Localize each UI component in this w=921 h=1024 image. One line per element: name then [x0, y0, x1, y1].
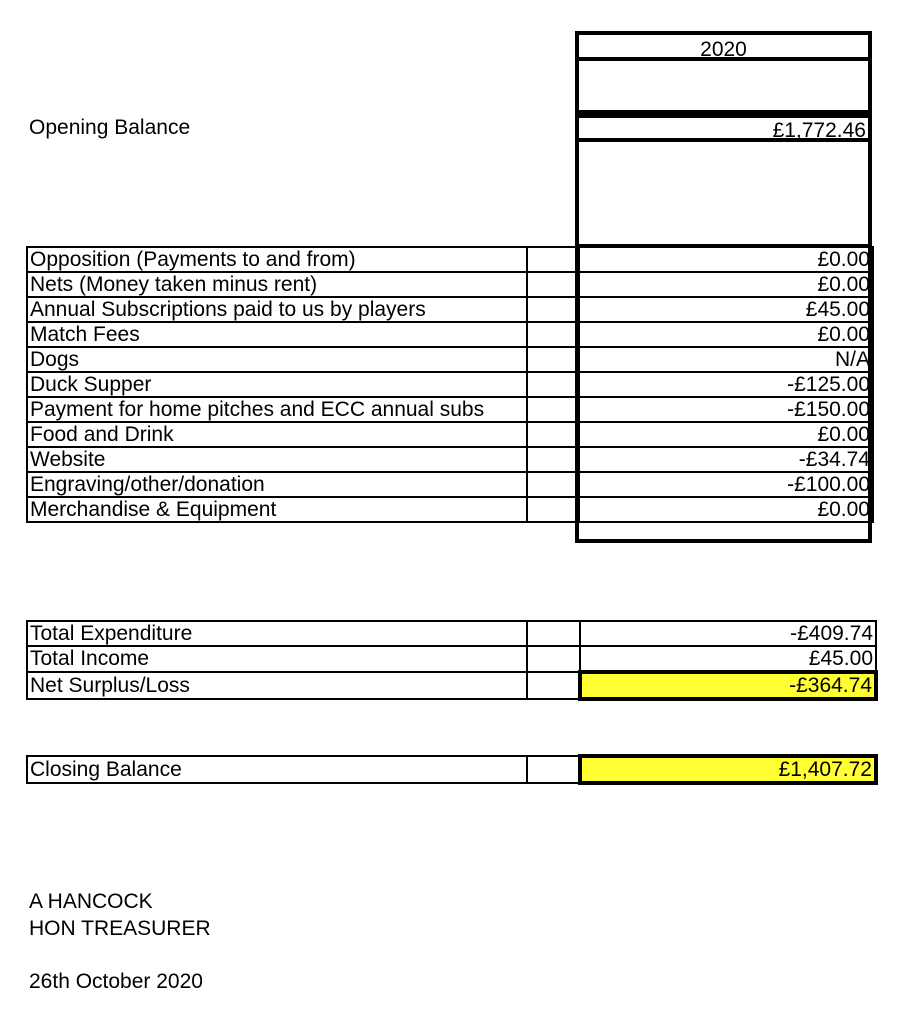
item-value: -£150.00	[579, 397, 873, 422]
item-label: Opposition (Payments to and from)	[27, 247, 527, 272]
item-label: Dogs	[27, 347, 527, 372]
total-label: Net Surplus/Loss	[27, 672, 527, 699]
opening-balance-label: Opening Balance	[29, 116, 191, 139]
blank-cell	[527, 756, 580, 783]
item-value: £0.00	[579, 422, 873, 447]
report-date: 26th October 2020	[29, 970, 203, 993]
closing-row	[27, 756, 876, 783]
year-label: 2020	[700, 38, 747, 61]
table-row	[27, 646, 876, 672]
item-value: £0.00	[579, 247, 873, 272]
blank-cell	[527, 372, 579, 397]
totals-table	[26, 620, 878, 701]
table-row	[27, 621, 876, 646]
item-label: Nets (Money taken minus rent)	[27, 272, 527, 297]
closing-balance-value: £1,407.72	[580, 756, 876, 783]
closing-table	[26, 754, 878, 785]
opening-spacer-cell	[575, 138, 872, 248]
blank-cell	[527, 297, 579, 322]
item-label: Food and Drink	[27, 422, 527, 447]
item-value: £45.00	[579, 297, 873, 322]
item-label: Merchandise & Equipment	[27, 497, 527, 522]
blank-cell	[527, 646, 580, 672]
blank-cell	[527, 322, 579, 347]
blank-cell	[527, 347, 579, 372]
treasurer-title: HON TREASURER	[29, 917, 211, 940]
item-label: Payment for home pitches and ECC annual subs	[27, 397, 527, 422]
item-value: £0.00	[579, 322, 873, 347]
total-value: -£409.74	[580, 621, 876, 646]
treasurer-name: A HANCOCK	[29, 890, 153, 913]
item-value: -£100.00	[579, 472, 873, 497]
year-spacer-cell	[575, 57, 872, 114]
blank-cell	[527, 272, 579, 297]
item-label: Website	[27, 447, 527, 472]
item-value: £0.00	[579, 272, 873, 297]
items-value-column-frame	[575, 244, 872, 543]
item-value: -£34.74	[579, 447, 873, 472]
item-value: -£125.00	[579, 372, 873, 397]
item-label: Annual Subscriptions paid to us by players	[27, 297, 527, 322]
blank-cell	[527, 247, 579, 272]
item-value: N/A	[579, 347, 873, 372]
item-label: Match Fees	[27, 322, 527, 347]
blank-cell	[527, 422, 579, 447]
blank-cell	[527, 447, 579, 472]
blank-cell	[527, 472, 579, 497]
closing-balance-label: Closing Balance	[27, 756, 527, 783]
total-value: -£364.74	[580, 672, 876, 699]
table-row	[27, 672, 876, 699]
total-label: Total Income	[27, 646, 527, 672]
item-value: £0.00	[579, 497, 873, 522]
blank-cell	[527, 672, 580, 699]
blank-cell	[527, 397, 579, 422]
total-label: Total Expenditure	[27, 621, 527, 646]
opening-balance-value: £1,772.46	[772, 119, 866, 142]
item-label: Engraving/other/donation	[27, 472, 527, 497]
blank-cell	[527, 621, 580, 646]
blank-cell	[527, 497, 579, 522]
item-label: Duck Supper	[27, 372, 527, 397]
total-value: £45.00	[580, 646, 876, 672]
